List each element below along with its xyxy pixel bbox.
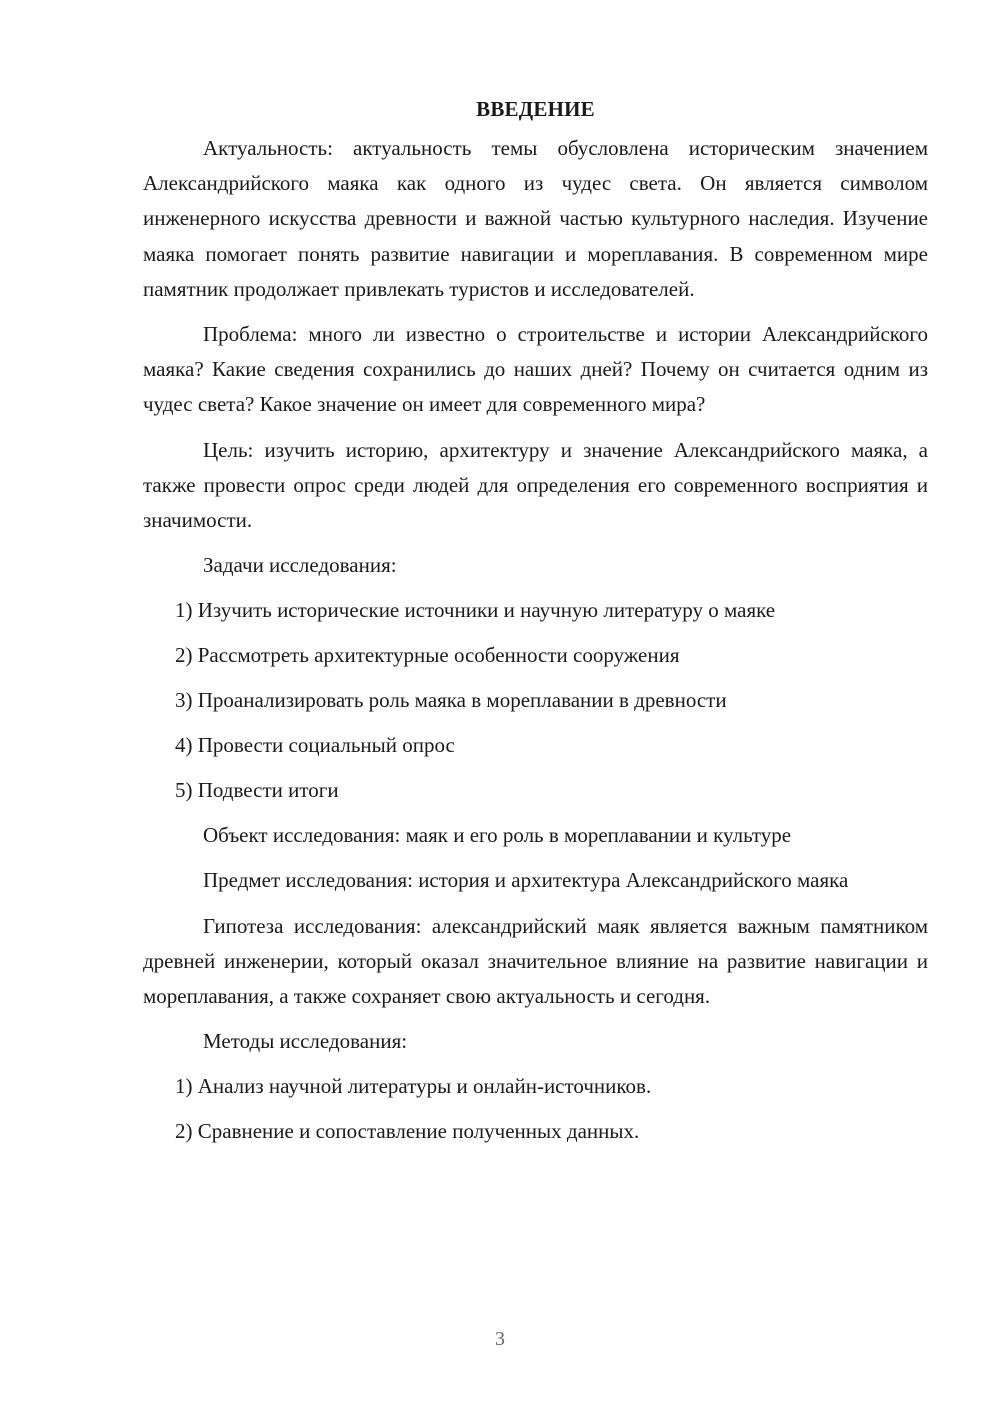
task-item: 1) Изучить исторические источники и научную литературу о маяке (175, 598, 776, 623)
method-item: 2) Сравнение и сопоставление полученных данных. (175, 1119, 640, 1144)
tasks-heading: Задачи исследования: (203, 553, 397, 578)
task-item: 3) Проанализировать роль маяка в мореплавании в древности (175, 688, 727, 713)
task-item: 4) Провести социальный опрос (175, 733, 455, 758)
task-item: 2) Рассмотреть архитектурные особенности сооружения (175, 643, 680, 668)
hypothesis-paragraph: Гипотеза исследования: александрийский маяк является важным памятником древней инженерии, который оказал значительное влияние на развитие навигации и мореплавания, а также сохраняет свою актуальность и сегодня. (143, 913, 928, 1009)
object-paragraph: Объект исследования: маяк и его роль в мореплавании и культуре (203, 823, 792, 848)
document-page (143, 92, 928, 1159)
problem-paragraph: Проблема: много ли известно о строительстве и истории Александрийского маяка? Какие сведения сохранились до наших дней? Почему он считается одним из чудес света? Какое значение он имеет для современного мира? (143, 322, 928, 417)
method-item: 1) Анализ научной литературы и онлайн-источников. (175, 1074, 652, 1099)
page-number: 3 (495, 1328, 505, 1350)
relevance-paragraph: Актуальность: актуальность темы обусловлена историческим значением Александрийского маяка как одного из чудес света. Он является символом инженерного искусства древности и важной частью культурного наследия. Изучение маяка помогает понять развитие навигации и мореплавания. В современном мире памятник продолжает привлекать туристов и исследователей. (143, 136, 928, 301)
methods-heading: Методы исследования: (203, 1029, 408, 1054)
subject-paragraph: Предмет исследования: история и архитектура Александрийского маяка (203, 868, 849, 893)
section-title: ВВЕДЕНИЕ (476, 97, 595, 121)
task-item: 5) Подвести итоги (175, 778, 339, 803)
goal-paragraph: Цель: изучить историю, архитектуру и значение Александрийского маяка, а также провести опрос среди людей для определения его современного восприятия и значимости. (143, 437, 928, 533)
